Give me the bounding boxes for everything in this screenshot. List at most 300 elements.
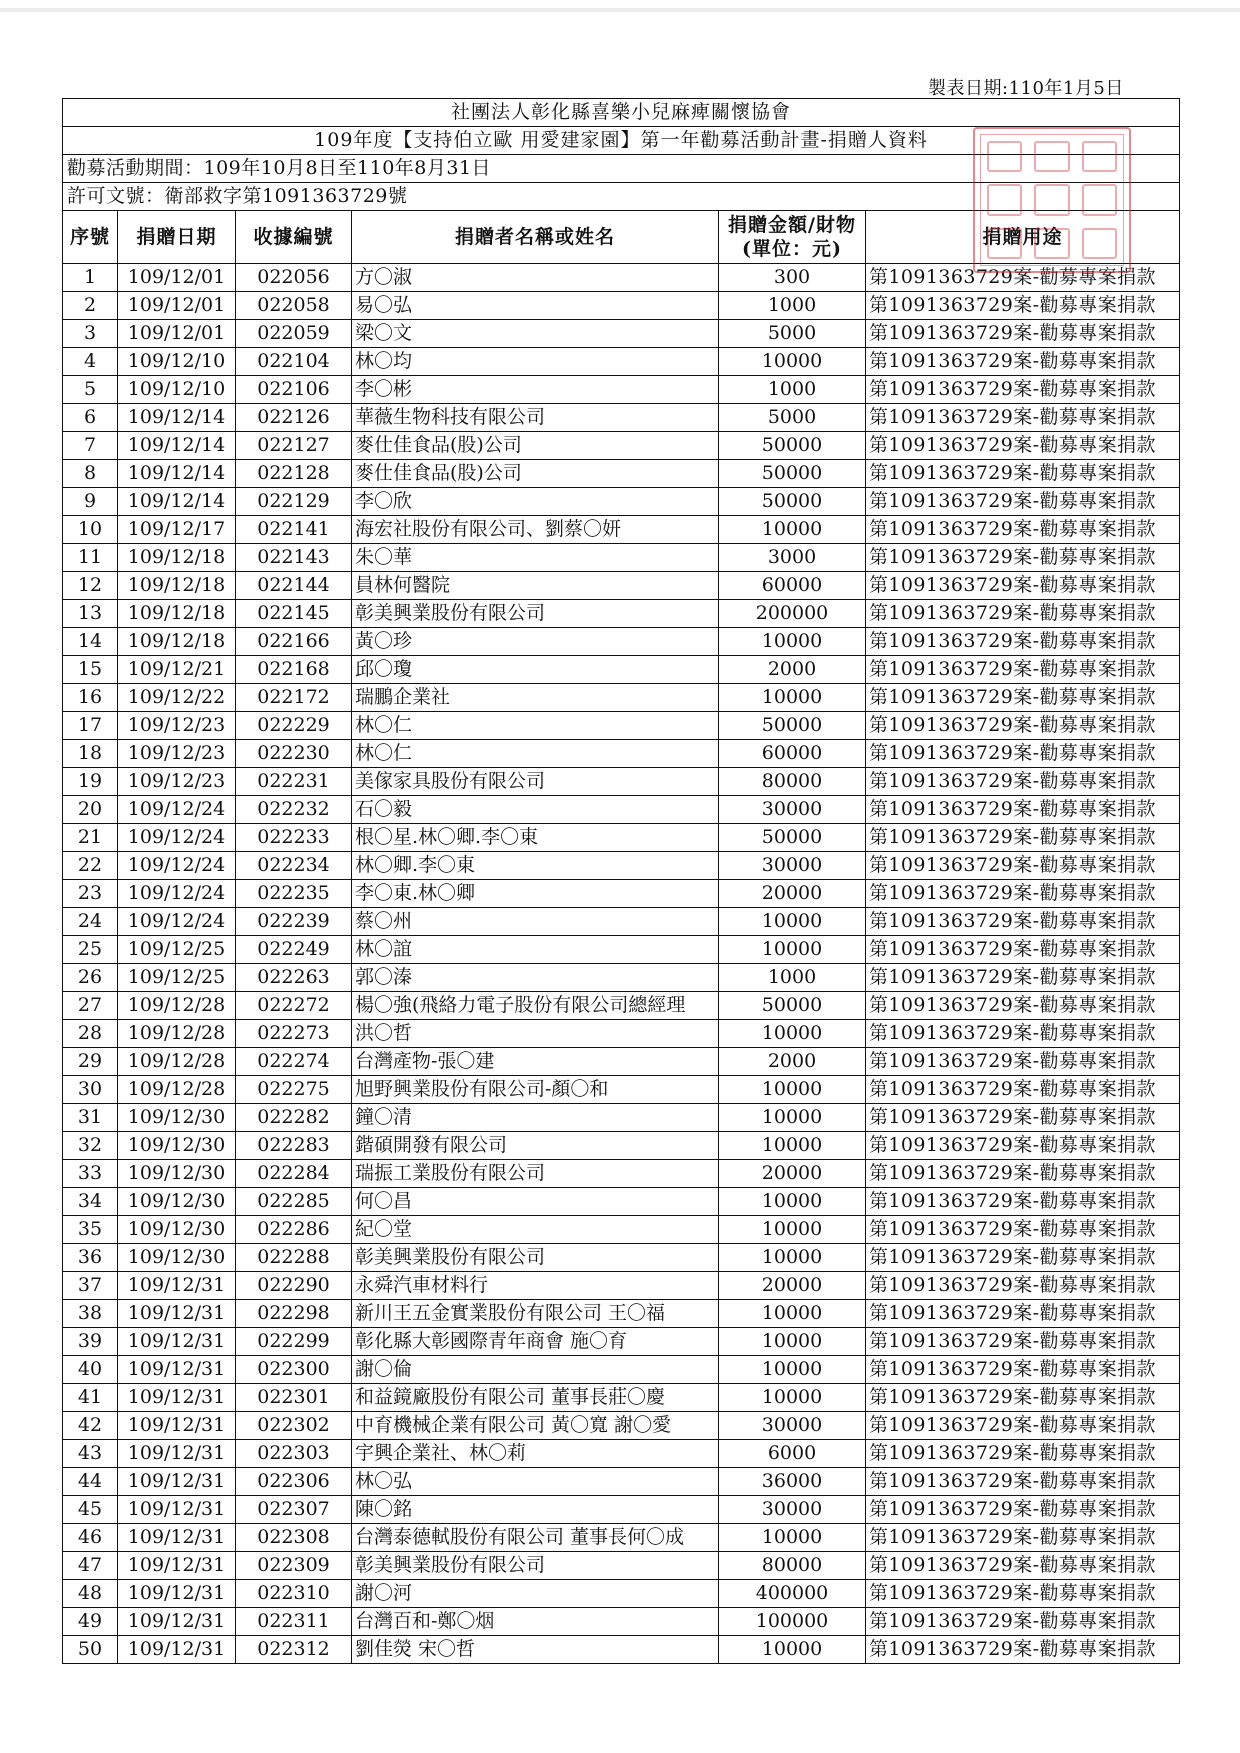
- cell-date: 109/12/24: [118, 796, 236, 824]
- cell-amount: 50000: [719, 488, 866, 516]
- cell-date: 109/12/18: [118, 600, 236, 628]
- cell-donor: 林〇弘: [352, 1468, 719, 1496]
- table-row: [63, 740, 1180, 768]
- cell-no: 9: [63, 488, 118, 516]
- cell-date: 109/12/23: [118, 712, 236, 740]
- cell-amount: 80000: [719, 768, 866, 796]
- cell-purpose: 第1091363729案-勸募專案捐款: [866, 1020, 1180, 1048]
- cell-purpose: 第1091363729案-勸募專案捐款: [866, 1468, 1180, 1496]
- cell-donor: 朱〇華: [352, 544, 719, 572]
- table-row: [63, 628, 1180, 656]
- cell-no: 39: [63, 1328, 118, 1356]
- cell-purpose: 第1091363729案-勸募專案捐款: [866, 1076, 1180, 1104]
- cell-date: 109/12/30: [118, 1132, 236, 1160]
- cell-donor: 林〇卿.李〇東: [352, 852, 719, 880]
- cell-donor: 陳〇銘: [352, 1496, 719, 1524]
- cell-date: 109/12/31: [118, 1384, 236, 1412]
- cell-receipt: 022290: [236, 1272, 352, 1300]
- cell-date: 109/12/14: [118, 460, 236, 488]
- table-row: [63, 376, 1180, 404]
- cell-no: 41: [63, 1384, 118, 1412]
- cell-amount: 10000: [719, 1356, 866, 1384]
- cell-amount: 20000: [719, 1272, 866, 1300]
- cell-purpose: 第1091363729案-勸募專案捐款: [866, 1048, 1180, 1076]
- table-row: [63, 992, 1180, 1020]
- cell-donor: 瑞振工業股份有限公司: [352, 1160, 719, 1188]
- cell-amount: 6000: [719, 1440, 866, 1468]
- cell-receipt: 022310: [236, 1580, 352, 1608]
- cell-date: 109/12/31: [118, 1524, 236, 1552]
- cell-date: 109/12/31: [118, 1496, 236, 1524]
- cell-receipt: 022308: [236, 1524, 352, 1552]
- cell-donor: 彰美興業股份有限公司: [352, 1552, 719, 1580]
- cell-purpose: 第1091363729案-勸募專案捐款: [866, 544, 1180, 572]
- cell-purpose: 第1091363729案-勸募專案捐款: [866, 656, 1180, 684]
- header-amount: [719, 211, 866, 264]
- table-row: [63, 600, 1180, 628]
- cell-purpose: 第1091363729案-勸募專案捐款: [866, 348, 1180, 376]
- cell-no: 49: [63, 1608, 118, 1636]
- cell-donor: 林〇仁: [352, 740, 719, 768]
- cell-receipt: 022231: [236, 768, 352, 796]
- header-amount-line1: 捐贈金額/財物: [728, 214, 856, 236]
- cell-receipt: 022275: [236, 1076, 352, 1104]
- cell-receipt: 022273: [236, 1020, 352, 1048]
- cell-no: 20: [63, 796, 118, 824]
- table-row: [63, 488, 1180, 516]
- cell-date: 109/12/31: [118, 1440, 236, 1468]
- donor-table: [62, 98, 1180, 1664]
- table-row: [63, 1244, 1180, 1272]
- table-row: [63, 824, 1180, 852]
- cell-date: 109/12/30: [118, 1244, 236, 1272]
- cell-date: 109/12/31: [118, 1552, 236, 1580]
- cell-purpose: 第1091363729案-勸募專案捐款: [866, 1524, 1180, 1552]
- cell-receipt: 022234: [236, 852, 352, 880]
- cell-amount: 10000: [719, 516, 866, 544]
- cell-date: 109/12/01: [118, 264, 236, 292]
- cell-date: 109/12/25: [118, 936, 236, 964]
- cell-receipt: 022056: [236, 264, 352, 292]
- cell-date: 109/12/10: [118, 348, 236, 376]
- table-row: [63, 1160, 1180, 1188]
- cell-no: 4: [63, 348, 118, 376]
- cell-donor: 李〇欣: [352, 488, 719, 516]
- cell-no: 32: [63, 1132, 118, 1160]
- cell-receipt: 022307: [236, 1496, 352, 1524]
- cell-no: 45: [63, 1496, 118, 1524]
- cell-no: 16: [63, 684, 118, 712]
- header-no: 序號: [63, 211, 118, 264]
- cell-date: 109/12/21: [118, 656, 236, 684]
- cell-donor: 根〇星.林〇卿.李〇東: [352, 824, 719, 852]
- cell-amount: 200000: [719, 600, 866, 628]
- cell-no: 44: [63, 1468, 118, 1496]
- cell-donor: 方〇淑: [352, 264, 719, 292]
- cell-purpose: 第1091363729案-勸募專案捐款: [866, 600, 1180, 628]
- cell-purpose: 第1091363729案-勸募專案捐款: [866, 1104, 1180, 1132]
- table-row: [63, 1188, 1180, 1216]
- cell-no: 24: [63, 908, 118, 936]
- cell-receipt: 022302: [236, 1412, 352, 1440]
- cell-date: 109/12/28: [118, 992, 236, 1020]
- cell-receipt: 022126: [236, 404, 352, 432]
- cell-no: 26: [63, 964, 118, 992]
- table-row: [63, 544, 1180, 572]
- cell-no: 10: [63, 516, 118, 544]
- cell-no: 14: [63, 628, 118, 656]
- cell-amount: 10000: [719, 628, 866, 656]
- cell-receipt: 022168: [236, 656, 352, 684]
- cell-receipt: 022249: [236, 936, 352, 964]
- cell-date: 109/12/01: [118, 292, 236, 320]
- cell-date: 109/12/23: [118, 740, 236, 768]
- cell-receipt: 022311: [236, 1608, 352, 1636]
- cell-amount: 10000: [719, 1244, 866, 1272]
- cell-amount: 10000: [719, 684, 866, 712]
- table-row: [63, 908, 1180, 936]
- cell-date: 109/12/31: [118, 1272, 236, 1300]
- cell-receipt: 022285: [236, 1188, 352, 1216]
- cell-donor: 蔡〇州: [352, 908, 719, 936]
- cell-purpose: 第1091363729案-勸募專案捐款: [866, 964, 1180, 992]
- cell-no: 43: [63, 1440, 118, 1468]
- cell-no: 30: [63, 1076, 118, 1104]
- table-row: [63, 1608, 1180, 1636]
- cell-donor: 郭〇溱: [352, 964, 719, 992]
- cell-receipt: 022235: [236, 880, 352, 908]
- seal-pattern: [980, 134, 1124, 266]
- table-row: [63, 852, 1180, 880]
- cell-donor: 和益鏡廠股份有限公司 董事長莊〇慶: [352, 1384, 719, 1412]
- cell-date: 109/12/31: [118, 1580, 236, 1608]
- cell-receipt: 022309: [236, 1552, 352, 1580]
- cell-no: 48: [63, 1580, 118, 1608]
- table-row: [63, 1468, 1180, 1496]
- cell-purpose: 第1091363729案-勸募專案捐款: [866, 992, 1180, 1020]
- cell-date: 109/12/30: [118, 1160, 236, 1188]
- cell-donor: 劉佳熒 宋〇哲: [352, 1636, 719, 1664]
- cell-no: 33: [63, 1160, 118, 1188]
- cell-amount: 10000: [719, 1216, 866, 1244]
- cell-amount: 10000: [719, 1020, 866, 1048]
- cell-purpose: 第1091363729案-勸募專案捐款: [866, 852, 1180, 880]
- cell-receipt: 022233: [236, 824, 352, 852]
- cell-donor: 彰美興業股份有限公司: [352, 600, 719, 628]
- cell-no: 42: [63, 1412, 118, 1440]
- plan-title: 109年度【支持伯立歐 用愛建家園】第一年勸募活動計畫-捐贈人資料: [63, 127, 1180, 155]
- cell-purpose: 第1091363729案-勸募專案捐款: [866, 1328, 1180, 1356]
- cell-amount: 10000: [719, 908, 866, 936]
- table-row: [63, 1076, 1180, 1104]
- cell-purpose: 第1091363729案-勸募專案捐款: [866, 264, 1180, 292]
- cell-amount: 30000: [719, 852, 866, 880]
- cell-no: 25: [63, 936, 118, 964]
- cell-purpose: 第1091363729案-勸募專案捐款: [866, 1216, 1180, 1244]
- period-text: 勸募活動期間：109年10月8日至110年8月31日: [63, 155, 1180, 183]
- table-row: [63, 516, 1180, 544]
- cell-purpose: 第1091363729案-勸募專案捐款: [866, 796, 1180, 824]
- cell-no: 5: [63, 376, 118, 404]
- cell-donor: 李〇彬: [352, 376, 719, 404]
- cell-amount: 30000: [719, 796, 866, 824]
- cell-date: 109/12/18: [118, 544, 236, 572]
- cell-amount: 5000: [719, 404, 866, 432]
- cell-purpose: 第1091363729案-勸募專案捐款: [866, 1132, 1180, 1160]
- cell-purpose: 第1091363729案-勸募專案捐款: [866, 880, 1180, 908]
- header-purpose: 捐贈用途: [866, 211, 1180, 264]
- cell-donor: 台灣泰德軾股份有限公司 董事長何〇成: [352, 1524, 719, 1552]
- cell-no: 19: [63, 768, 118, 796]
- cell-amount: 1000: [719, 964, 866, 992]
- cell-purpose: 第1091363729案-勸募專案捐款: [866, 1160, 1180, 1188]
- cell-date: 109/12/18: [118, 628, 236, 656]
- cell-date: 109/12/31: [118, 1608, 236, 1636]
- header-donor: 捐贈者名稱或姓名: [352, 211, 719, 264]
- cell-no: 8: [63, 460, 118, 488]
- cell-donor: 何〇昌: [352, 1188, 719, 1216]
- cell-no: 37: [63, 1272, 118, 1300]
- cell-amount: 10000: [719, 1076, 866, 1104]
- cell-purpose: 第1091363729案-勸募專案捐款: [866, 684, 1180, 712]
- cell-donor: 李〇東.林〇卿: [352, 880, 719, 908]
- cell-purpose: 第1091363729案-勸募專案捐款: [866, 432, 1180, 460]
- cell-receipt: 022274: [236, 1048, 352, 1076]
- cell-purpose: 第1091363729案-勸募專案捐款: [866, 628, 1180, 656]
- cell-date: 109/12/31: [118, 1328, 236, 1356]
- table-row: [63, 1412, 1180, 1440]
- cell-receipt: 022306: [236, 1468, 352, 1496]
- cell-amount: 5000: [719, 320, 866, 348]
- cell-donor: 邱〇瓊: [352, 656, 719, 684]
- cell-receipt: 022298: [236, 1300, 352, 1328]
- cell-purpose: 第1091363729案-勸募專案捐款: [866, 1496, 1180, 1524]
- cell-donor: 彰美興業股份有限公司: [352, 1244, 719, 1272]
- table-row: [63, 1300, 1180, 1328]
- cell-receipt: 022106: [236, 376, 352, 404]
- cell-amount: 60000: [719, 572, 866, 600]
- cell-amount: 20000: [719, 1160, 866, 1188]
- cell-date: 109/12/30: [118, 1104, 236, 1132]
- cell-receipt: 022283: [236, 1132, 352, 1160]
- cell-donor: 易〇弘: [352, 292, 719, 320]
- cell-purpose: 第1091363729案-勸募專案捐款: [866, 1440, 1180, 1468]
- cell-purpose: 第1091363729案-勸募專案捐款: [866, 376, 1180, 404]
- scan-top-edge: [0, 8, 1240, 12]
- cell-receipt: 022232: [236, 796, 352, 824]
- cell-no: 21: [63, 824, 118, 852]
- cell-purpose: 第1091363729案-勸募專案捐款: [866, 1412, 1180, 1440]
- cell-purpose: 第1091363729案-勸募專案捐款: [866, 516, 1180, 544]
- cell-receipt: 022058: [236, 292, 352, 320]
- cell-date: 109/12/14: [118, 488, 236, 516]
- cell-donor: 林〇仁: [352, 712, 719, 740]
- cell-no: 23: [63, 880, 118, 908]
- cell-receipt: 022301: [236, 1384, 352, 1412]
- cell-purpose: 第1091363729案-勸募專案捐款: [866, 320, 1180, 348]
- permit-text: 許可文號：衛部救字第1091363729號: [63, 183, 1180, 211]
- cell-no: 6: [63, 404, 118, 432]
- association-seal: [973, 127, 1131, 273]
- cell-date: 109/12/31: [118, 1300, 236, 1328]
- cell-donor: 紀〇堂: [352, 1216, 719, 1244]
- cell-donor: 林〇誼: [352, 936, 719, 964]
- table-row: [63, 1384, 1180, 1412]
- cell-date: 109/12/30: [118, 1188, 236, 1216]
- cell-donor: 員林何醫院: [352, 572, 719, 600]
- cell-purpose: 第1091363729案-勸募專案捐款: [866, 824, 1180, 852]
- cell-amount: 20000: [719, 880, 866, 908]
- cell-no: 2: [63, 292, 118, 320]
- made-date: 製表日期:110年1月5日: [928, 78, 1124, 99]
- cell-receipt: 022143: [236, 544, 352, 572]
- cell-amount: 50000: [719, 992, 866, 1020]
- cell-receipt: 022229: [236, 712, 352, 740]
- cell-purpose: 第1091363729案-勸募專案捐款: [866, 572, 1180, 600]
- table-row: [63, 292, 1180, 320]
- cell-date: 109/12/25: [118, 964, 236, 992]
- cell-purpose: 第1091363729案-勸募專案捐款: [866, 460, 1180, 488]
- cell-receipt: 022239: [236, 908, 352, 936]
- cell-donor: 台灣百和-鄭〇烟: [352, 1608, 719, 1636]
- table-row: [63, 880, 1180, 908]
- cell-donor: 黃〇珍: [352, 628, 719, 656]
- cell-amount: 3000: [719, 544, 866, 572]
- cell-purpose: 第1091363729案-勸募專案捐款: [866, 1300, 1180, 1328]
- cell-no: 35: [63, 1216, 118, 1244]
- table-row: [63, 1524, 1180, 1552]
- cell-date: 109/12/30: [118, 1216, 236, 1244]
- cell-no: 17: [63, 712, 118, 740]
- cell-donor: 鐘〇清: [352, 1104, 719, 1132]
- cell-receipt: 022104: [236, 348, 352, 376]
- table-row: [63, 1496, 1180, 1524]
- cell-amount: 300: [719, 264, 866, 292]
- cell-donor: 謝〇倫: [352, 1356, 719, 1384]
- cell-amount: 1000: [719, 376, 866, 404]
- cell-purpose: 第1091363729案-勸募專案捐款: [866, 936, 1180, 964]
- cell-date: 109/12/10: [118, 376, 236, 404]
- table-row: [63, 712, 1180, 740]
- table-row: [63, 320, 1180, 348]
- cell-date: 109/12/18: [118, 572, 236, 600]
- cell-donor: 永舜汽車材料行: [352, 1272, 719, 1300]
- cell-receipt: 022127: [236, 432, 352, 460]
- cell-purpose: 第1091363729案-勸募專案捐款: [866, 908, 1180, 936]
- cell-amount: 10000: [719, 1104, 866, 1132]
- cell-no: 22: [63, 852, 118, 880]
- cell-donor: 梁〇文: [352, 320, 719, 348]
- cell-date: 109/12/28: [118, 1020, 236, 1048]
- cell-date: 109/12/22: [118, 684, 236, 712]
- table-row: [63, 1216, 1180, 1244]
- cell-no: 18: [63, 740, 118, 768]
- cell-donor: 彰化縣大彰國際青年商會 施〇育: [352, 1328, 719, 1356]
- header-date: 捐贈日期: [118, 211, 236, 264]
- table-row: [63, 432, 1180, 460]
- cell-date: 109/12/31: [118, 1636, 236, 1664]
- table-row: [63, 1580, 1180, 1608]
- cell-receipt: 022128: [236, 460, 352, 488]
- cell-amount: 10000: [719, 1188, 866, 1216]
- table-row: [63, 1020, 1180, 1048]
- cell-date: 109/12/17: [118, 516, 236, 544]
- cell-amount: 1000: [719, 292, 866, 320]
- cell-purpose: 第1091363729案-勸募專案捐款: [866, 1188, 1180, 1216]
- cell-no: 50: [63, 1636, 118, 1664]
- cell-donor: 麥仕佳食品(股)公司: [352, 460, 719, 488]
- cell-donor: 麥仕佳食品(股)公司: [352, 432, 719, 460]
- table-row: [63, 1636, 1180, 1664]
- cell-donor: 楊〇強(飛絡力電子股份有限公司總經理: [352, 992, 719, 1020]
- cell-date: 109/12/31: [118, 1356, 236, 1384]
- cell-date: 109/12/31: [118, 1412, 236, 1440]
- cell-amount: 10000: [719, 1384, 866, 1412]
- cell-no: 36: [63, 1244, 118, 1272]
- cell-receipt: 022303: [236, 1440, 352, 1468]
- table-row: [63, 796, 1180, 824]
- cell-receipt: 022129: [236, 488, 352, 516]
- table-row: [63, 460, 1180, 488]
- cell-donor: 旭野興業股份有限公司-顏〇和: [352, 1076, 719, 1104]
- table-row: [63, 1356, 1180, 1384]
- cell-date: 109/12/14: [118, 404, 236, 432]
- cell-receipt: 022263: [236, 964, 352, 992]
- table-row: [63, 1132, 1180, 1160]
- cell-donor: 宇興企業社、林〇莉: [352, 1440, 719, 1468]
- cell-receipt: 022286: [236, 1216, 352, 1244]
- cell-amount: 50000: [719, 824, 866, 852]
- cell-amount: 10000: [719, 348, 866, 376]
- cell-amount: 10000: [719, 1328, 866, 1356]
- cell-amount: 10000: [719, 1132, 866, 1160]
- cell-receipt: 022059: [236, 320, 352, 348]
- table-row: [63, 1440, 1180, 1468]
- cell-purpose: 第1091363729案-勸募專案捐款: [866, 1552, 1180, 1580]
- cell-donor: 林〇均: [352, 348, 719, 376]
- cell-receipt: 022141: [236, 516, 352, 544]
- table-row: [63, 572, 1180, 600]
- table-row: [63, 1272, 1180, 1300]
- header-amount-line2: (單位：元): [742, 238, 842, 260]
- table-row: [63, 768, 1180, 796]
- table-row: [63, 1552, 1180, 1580]
- cell-purpose: 第1091363729案-勸募專案捐款: [866, 1636, 1180, 1664]
- table-row: [63, 1104, 1180, 1132]
- org-title-row: [63, 99, 1180, 127]
- cell-donor: 中育機械企業有限公司 黃〇寬 謝〇愛: [352, 1412, 719, 1440]
- cell-date: 109/12/28: [118, 1048, 236, 1076]
- cell-purpose: 第1091363729案-勸募專案捐款: [866, 1580, 1180, 1608]
- cell-receipt: 022284: [236, 1160, 352, 1188]
- cell-date: 109/12/24: [118, 824, 236, 852]
- cell-no: 11: [63, 544, 118, 572]
- table-row: [63, 1048, 1180, 1076]
- cell-receipt: 022299: [236, 1328, 352, 1356]
- cell-purpose: 第1091363729案-勸募專案捐款: [866, 1384, 1180, 1412]
- cell-donor: 鍇碩開發有限公司: [352, 1132, 719, 1160]
- table-row: [63, 936, 1180, 964]
- cell-amount: 100000: [719, 1608, 866, 1636]
- cell-date: 109/12/24: [118, 908, 236, 936]
- cell-amount: 50000: [719, 432, 866, 460]
- cell-purpose: 第1091363729案-勸募專案捐款: [866, 1244, 1180, 1272]
- cell-donor: 美傢家具股份有限公司: [352, 768, 719, 796]
- cell-purpose: 第1091363729案-勸募專案捐款: [866, 712, 1180, 740]
- cell-amount: 400000: [719, 1580, 866, 1608]
- cell-date: 109/12/24: [118, 852, 236, 880]
- table-row: [63, 964, 1180, 992]
